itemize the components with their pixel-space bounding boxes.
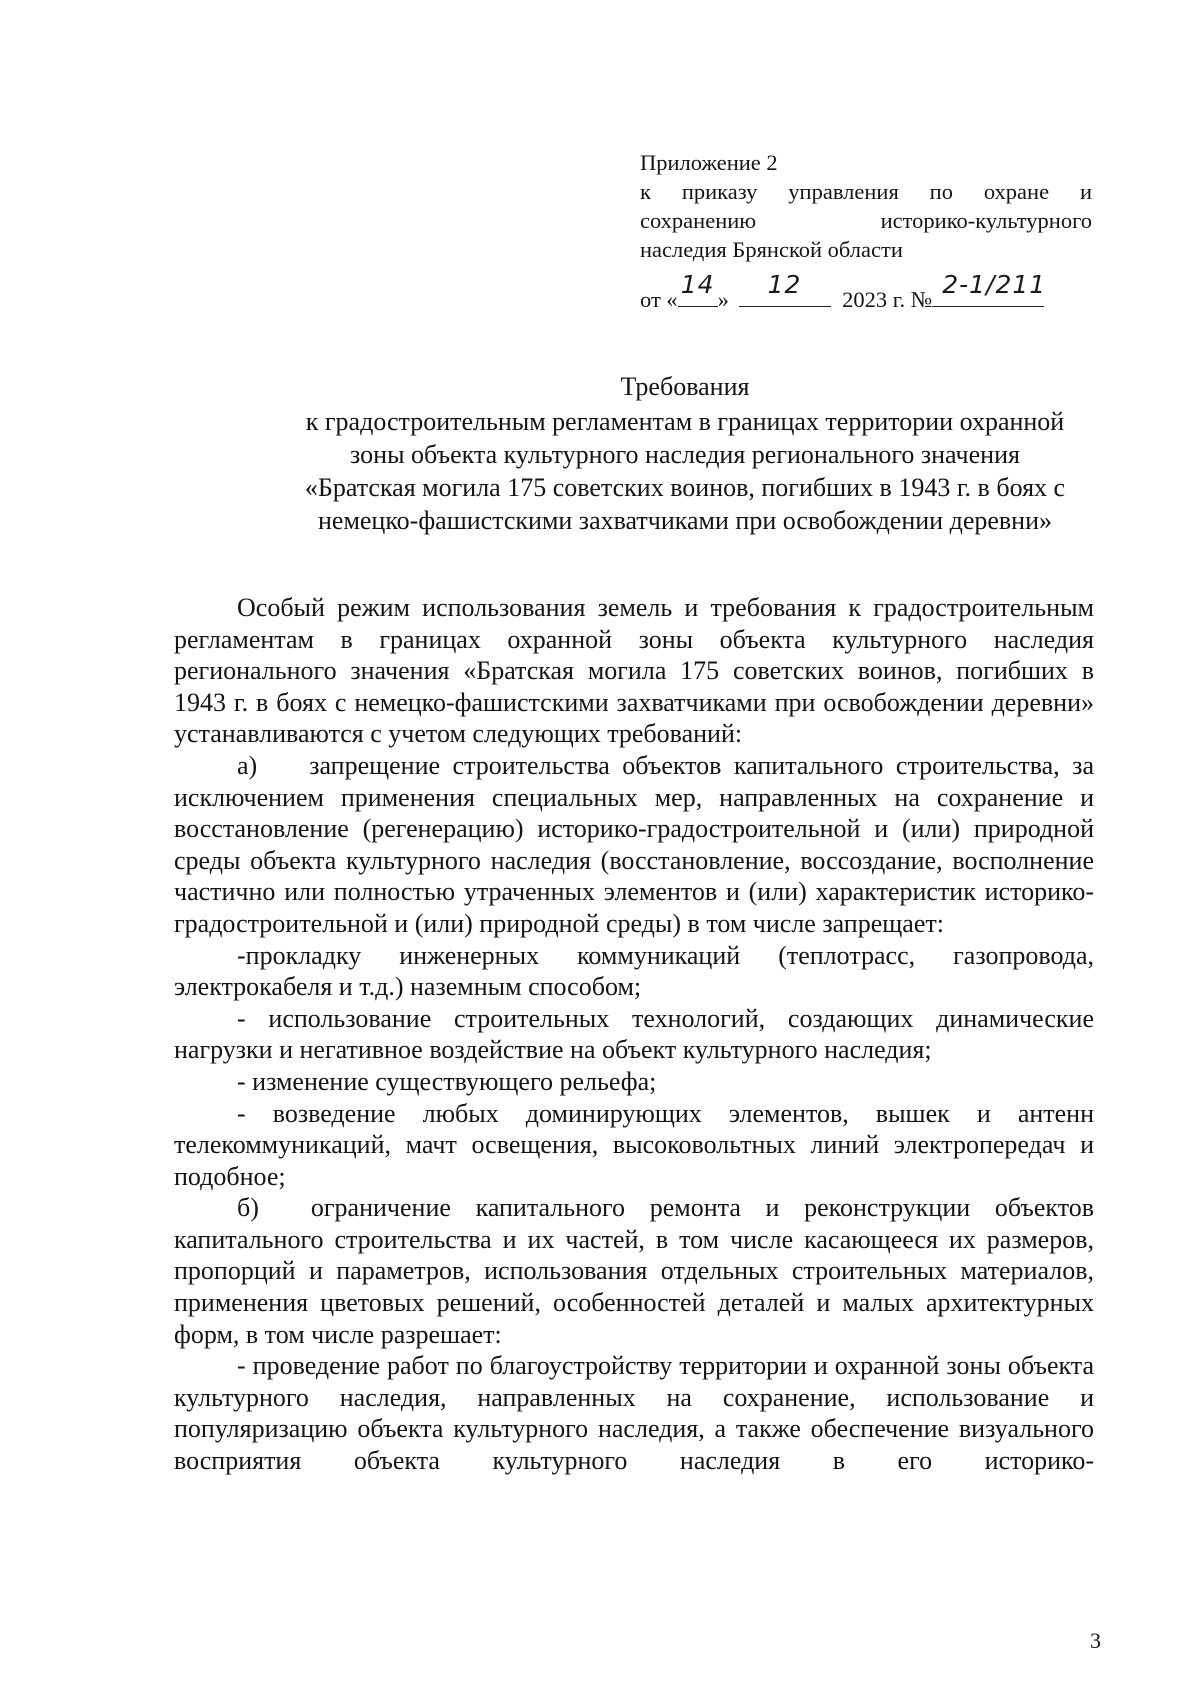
title-main: Требования xyxy=(620,372,750,401)
document-body xyxy=(174,592,1094,1477)
item-b-bullet: - проведение работ по благоустройству территории и охранной зоны объекта культурного наследия, направленных на сохранение, использование и популяризацию объекта культурного наследия, а также обеспечение визуального восприятия объекта культурного наследия в его историко- xyxy=(174,1351,1094,1476)
page-number: 3 xyxy=(1090,1628,1101,1653)
item-b-paragraph: б) ограничение капитального ремонта и реконструкции объектов капитального строительства и их частей, в том числе касающееся их размеров, пропорций и параметров, использования отдельных строительных материалов, применения цветовых решений, особенностей деталей и малых архитектурных форм, в том числе разрешает: xyxy=(174,1193,1094,1349)
order-number-handwritten: 2-1/211 xyxy=(942,270,1047,299)
order-date-number xyxy=(640,270,1100,315)
order-month-field xyxy=(739,270,831,307)
order-day-field xyxy=(678,270,718,307)
order-number-field xyxy=(932,270,1047,307)
order-month-handwritten: 12 xyxy=(767,270,802,299)
appendix-line: к приказу управления по охране и xyxy=(640,179,1092,204)
item-a-bullet: -прокладку инженерных коммуникаций (теплотрасс, газопровода, электрокабеля и т.д.) наземным способом; xyxy=(174,940,1094,1002)
appendix-label: Приложение 2 xyxy=(640,150,778,175)
item-a-bullet: - изменение существующего рельефа; xyxy=(237,1066,657,1096)
intro-paragraph: Особый режим использования земель и требования к градостроительным регламентам в границах охранной зоны объекта культурного наследия регионального значения «Братская могила 175 советских воинов, погибших в 1943 г. в боях с немецко-фашистскими захватчиками при освобождении деревни» устанавливаются с учетом следующих требований: xyxy=(174,593,1094,749)
document-title xyxy=(160,370,1200,537)
appendix-header xyxy=(640,148,1092,264)
appendix-line: наследия Брянской области xyxy=(640,237,903,262)
title-line: немецко-фашистскими захватчиками при освобождении деревни» xyxy=(317,506,1053,535)
order-prefix: от « xyxy=(640,287,678,312)
title-line: зоны объекта культурного наследия регионального значения xyxy=(350,440,1020,469)
title-line: «Братская могила 175 советских воинов, погибших в 1943 г. в боях с xyxy=(304,473,1066,502)
order-year-label: 2023 г. № xyxy=(842,287,933,312)
order-day-handwritten: 14 xyxy=(680,270,715,299)
appendix-line: сохранению историко-культурного xyxy=(640,208,1092,233)
item-a-bullet: - использование строительных технологий, создающих динамические нагрузки и негативное воздействие на объект культурного наследия; xyxy=(174,1003,1094,1065)
order-quote-close: » xyxy=(717,287,729,312)
item-a-bullet: - возведение любых доминирующих элементов, вышек и антенн телекоммуникаций, мачт освещения, высоковольтных линий электропередач и подобное; xyxy=(174,1098,1094,1191)
title-line: к градостроительным регламентам в границах территории охранной xyxy=(305,407,1065,436)
item-a-paragraph: а) запрещение строительства объектов капитального строительства, за исключением применения специальных мер, направленных на сохранение и восстановление (регенерацию) историко-градостроительной и (или) природной среды объекта культурного наследия (восстановление, воссоздание, восполнение частично или полностью утраченных элементов и (или) характеристик историко-градостроительной и (или) природной среды) в том числе запрещает: xyxy=(174,750,1094,938)
